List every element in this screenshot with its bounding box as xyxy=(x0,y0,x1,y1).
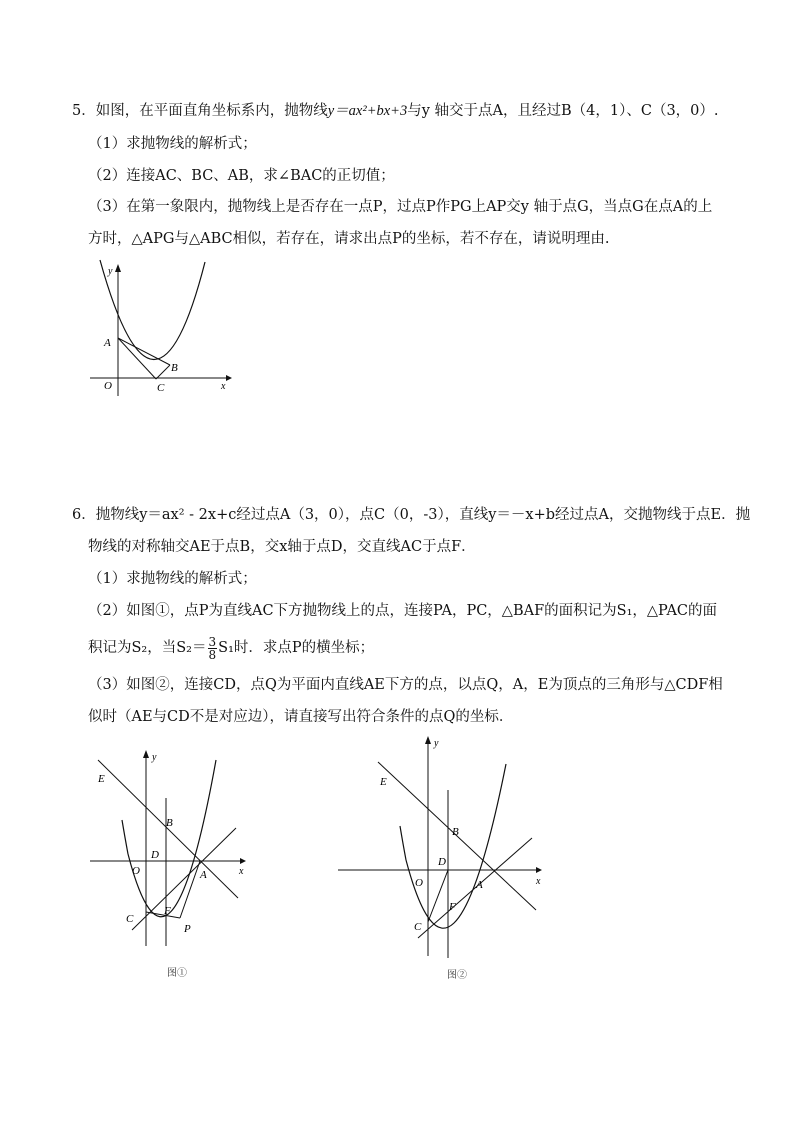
q6-part2-line2 xyxy=(88,634,374,662)
q5-figure xyxy=(88,258,238,398)
label-a: A xyxy=(200,869,207,881)
segment-bc xyxy=(156,365,170,379)
q6-part2-line2-pre: 积记为S₂，当S₂＝ xyxy=(88,640,207,656)
x-axis-arrow xyxy=(536,867,542,873)
y-axis-arrow xyxy=(143,750,149,758)
label-y: y xyxy=(152,752,157,763)
label-o: O xyxy=(415,877,423,889)
label-d: D xyxy=(151,849,159,861)
x-axis-arrow xyxy=(226,375,232,381)
y-axis-arrow xyxy=(115,264,121,272)
fraction-numerator: 3 xyxy=(208,634,217,649)
q5-part3-line2: 方时，△APG与△ABC相似，若存在，请求出点P的坐标，若不存在，请说明理由. xyxy=(88,231,610,247)
q5-stem xyxy=(72,101,719,121)
q5-part2: （2）连接AC、BC、AB，求∠BAC的正切值； xyxy=(88,168,395,184)
label-b: B xyxy=(166,817,173,829)
q5-lead: 5．如图，在平面直角坐标系内，抛物线 xyxy=(72,103,328,119)
q6-figure-2 xyxy=(336,734,551,960)
fraction-3-8 xyxy=(208,636,218,661)
label-x: x xyxy=(239,866,244,877)
label-o: O xyxy=(132,865,140,877)
segment-ab xyxy=(118,338,170,365)
label-c: C xyxy=(414,921,422,933)
q6-part3-line1: （3）如图②，连接CD，点Q为平面内直线AE下方的点，以点Q，A，E为顶点的三角形与△CDF相 xyxy=(88,677,723,693)
label-o: O xyxy=(104,380,112,392)
parabola xyxy=(100,260,205,360)
q6-stem-line1: 6．抛物线y＝ax² - 2x+c经过点A（3，0），点C（0，-3），直线y＝－x+b经过点A，交抛物线于点E．抛 xyxy=(72,507,751,523)
q6-part1: （1）求抛物线的解析式； xyxy=(88,571,257,587)
label-c: C xyxy=(126,913,134,925)
q5-equation: y＝ax²+bx+3 xyxy=(327,103,408,119)
q5-stem-rest: 与y 轴交于点A，且经过B（4，1）、C（3，0）. xyxy=(407,103,719,119)
label-b: B xyxy=(171,362,178,374)
label-b: B xyxy=(452,826,459,838)
q6-part2-line1: （2）如图①，点P为直线AC下方抛物线上的点，连接PA，PC，△BAF的面积记为S₁，△PAC的面 xyxy=(88,603,718,619)
q5-part1: （1）求抛物线的解析式； xyxy=(88,136,257,152)
line-ae xyxy=(98,760,238,898)
q6-stem-line2: 物线的对称轴交AE于点B，交x轴于点D，交直线AC于点F． xyxy=(88,539,476,555)
label-d: D xyxy=(438,856,446,868)
label-c: C xyxy=(157,382,165,394)
label-x: x xyxy=(536,876,541,887)
q6-part3-line2: 似时（AE与CD不是对应边），请直接写出符合条件的点Q的坐标． xyxy=(88,709,514,725)
label-a: A xyxy=(476,879,483,891)
fraction-denominator: 8 xyxy=(208,647,217,662)
q6-part2-line2-post: S₁时．求点P的横坐标； xyxy=(218,640,375,656)
parabola xyxy=(406,764,506,928)
label-f: F xyxy=(164,905,171,917)
y-axis-arrow xyxy=(425,736,431,744)
label-a: A xyxy=(104,337,111,349)
label-y: y xyxy=(434,738,439,749)
parabola xyxy=(128,760,216,917)
label-y: y xyxy=(108,266,113,277)
q5-part3-line1: （3）在第一象限内，抛物线上是否存在一点P，过点P作PG上AP交y 轴于点G，当点G在点A的上 xyxy=(88,199,713,215)
parabola-left-arm xyxy=(122,820,128,854)
parabola-left-arm xyxy=(400,826,406,860)
label-p: P xyxy=(184,923,191,935)
label-x: x xyxy=(221,381,226,392)
figure-2-caption: 图② xyxy=(447,970,467,981)
label-e: E xyxy=(98,773,105,785)
line-ac xyxy=(132,828,236,930)
label-e: E xyxy=(380,776,387,788)
x-axis-arrow xyxy=(240,858,246,864)
segment-pa xyxy=(180,861,200,918)
label-f: F xyxy=(449,901,456,913)
figure-1-caption: 图① xyxy=(167,968,187,979)
q6-figure-1 xyxy=(88,748,253,948)
